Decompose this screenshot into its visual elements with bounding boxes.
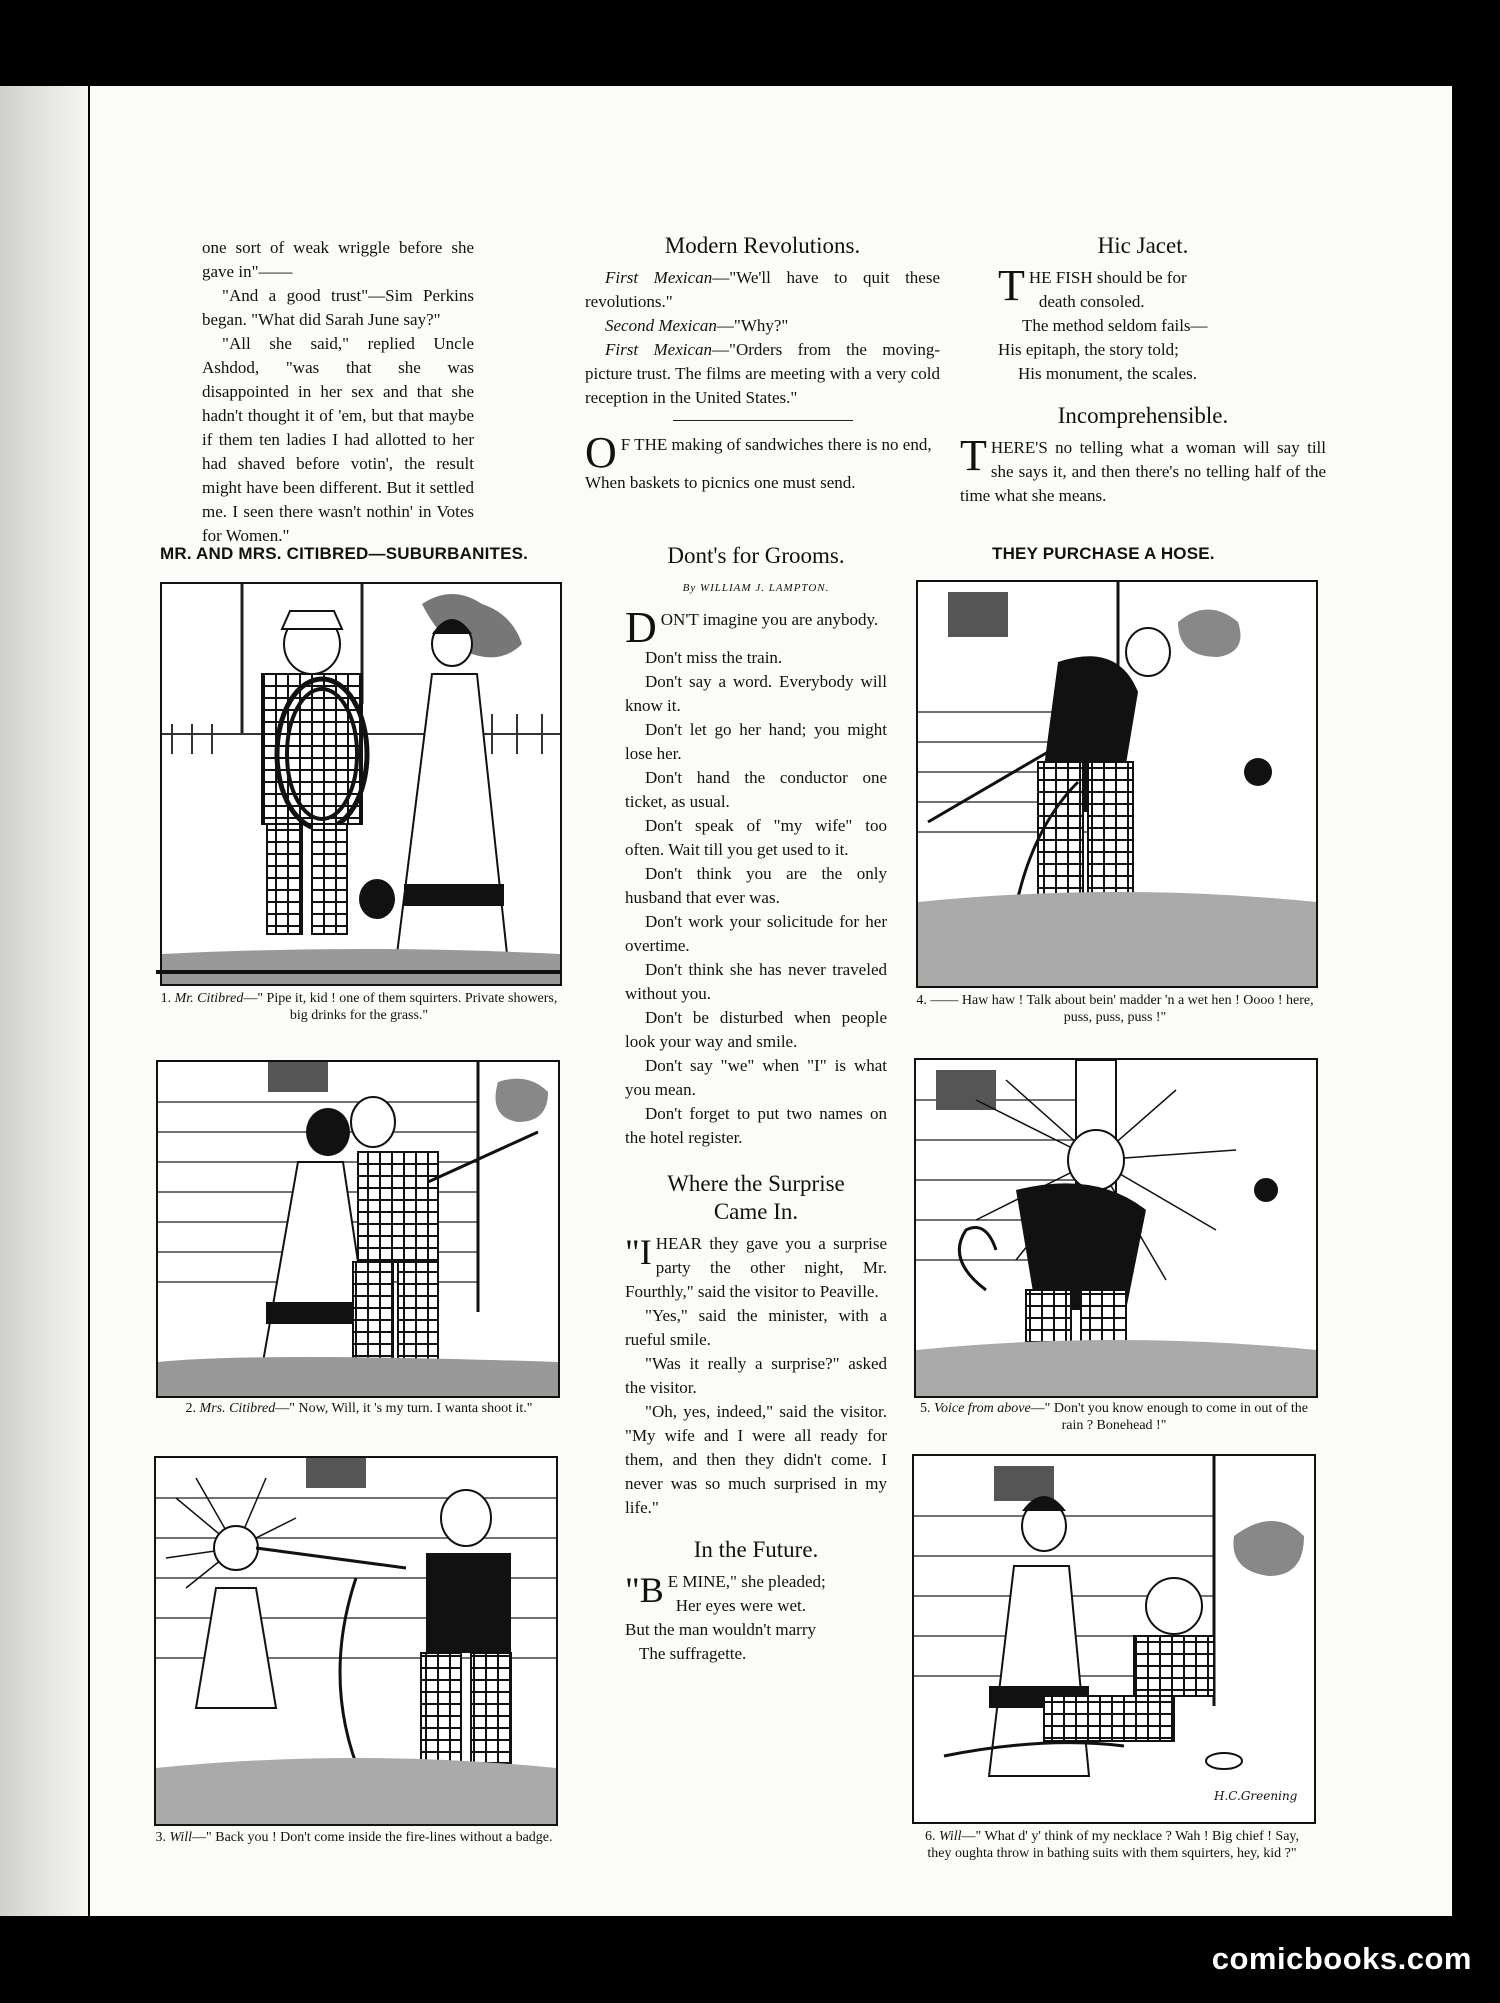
continued-story (202, 236, 474, 548)
caption-text: —" Back you ! Don't come inside the fire-lines without a badge. (192, 1830, 553, 1845)
donts-first: ON'T imagine you are anybody. (660, 610, 879, 629)
drop-cap: "B (625, 1570, 664, 1610)
book-spine (0, 86, 88, 1916)
magazine-page (90, 86, 1452, 1916)
caption-4 (916, 992, 1314, 1026)
modern-revolutions (585, 232, 940, 495)
panel-1-art (162, 584, 560, 984)
caption-number: 2. (185, 1401, 197, 1416)
site-watermark: comicbooks.com (1211, 1941, 1472, 1976)
line: —"We'll have to quit these revolutions." (585, 268, 940, 311)
comic-right-title: THEY PURCHASE A HOSE. (992, 544, 1215, 563)
dont-item: Don't hand the conductor one ticket, as usual. (625, 768, 887, 811)
surprise-para-3: "Was it really a surprise?" asked the visitor. (625, 1354, 887, 1397)
dont-item: Don't work your solicitude for her overtime. (625, 912, 887, 955)
surprise-para-2: "Yes," said the minister, with a rueful smile. (625, 1306, 887, 1349)
caption-number: 1. (160, 991, 172, 1006)
comic-panel-2 (156, 970, 560, 974)
verse-line: HE FISH should be for (1028, 268, 1187, 287)
caption-speaker: Will (169, 1830, 193, 1845)
line: —"Why?" (716, 316, 789, 335)
dont-item: Don't speak of "my wife" too often. Wait till you get used to it. (625, 816, 887, 859)
caption-speaker: Will (938, 1829, 962, 1844)
speaker: First Mexican (605, 340, 713, 359)
verse-line: Her eyes were wet. (675, 1596, 806, 1615)
caption-2 (160, 1400, 558, 1417)
modern-title: Modern Revolutions. (664, 233, 861, 258)
drop-cap: T (998, 261, 1025, 310)
divider (673, 420, 853, 421)
speaker: Second Mexican (605, 316, 717, 335)
drop-cap: O (585, 428, 617, 477)
surprise-title: Where the Surprise Came In. (667, 1171, 845, 1224)
caption-number: 3. (155, 1830, 166, 1845)
comic-panel-4 (916, 580, 1318, 988)
caption-number: 6. (924, 1829, 936, 1844)
future-title: In the Future. (693, 1537, 819, 1562)
verse-line: His epitaph, the story told; (998, 340, 1179, 359)
byline: By WILLIAM J. LAMPTON. (682, 582, 830, 594)
donts-for-grooms (625, 542, 887, 1666)
line: —"Orders from the moving-picture trust. The films are meeting with a very cold reception in the United States." (585, 340, 940, 407)
verse-line: The suffragette. (639, 1644, 747, 1663)
dont-item: Don't think you are the only husband that ever was. (625, 864, 887, 907)
verse-line: E MINE," she pleaded; (667, 1572, 826, 1591)
dont-item: Don't be disturbed when people look your way and smile. (625, 1008, 887, 1051)
comic-panel-2-frame (156, 1060, 560, 1398)
dont-item: Don't think she has never traveled without you. (625, 960, 887, 1003)
comic-panel-5 (914, 1058, 1318, 1398)
drop-cap: D (625, 603, 657, 652)
story-para-2: "And a good trust"—Sim Perkins began. "What did Sarah June say?" (202, 286, 474, 329)
caption-text: —" Don't you know enough to come in out of the rain ? Bonehead !" (1030, 1401, 1308, 1433)
surprise-para-4: "Oh, yes, indeed," said the visitor. "My wife and I were all ready for them, and then they didn't come. I never was so much surprised in my life." (625, 1402, 887, 1517)
verse-line: His monument, the scales. (1018, 364, 1197, 383)
comic-panel-3 (154, 1456, 558, 1826)
caption-5 (914, 1400, 1314, 1434)
dont-item: Don't say a word. Everybody will know it. (625, 672, 887, 715)
dont-item: Don't let go her hand; you might lose her. (625, 720, 887, 763)
hic-jacet (960, 232, 1326, 508)
sandwich-line-1: F THE making of sandwiches there is no end, (620, 435, 932, 454)
sandwich-line-2: When baskets to picnics one must send. (585, 473, 856, 492)
caption-text: —" Now, Will, it 's my turn. I wanta shoot it." (275, 1401, 533, 1416)
surprise-para-1: HEAR they gave you a surprise party the other night, Mr. Fourthly," said the visitor to Peaville. (625, 1234, 887, 1301)
caption-speaker: Mr. Citibred (174, 991, 244, 1006)
caption-1 (160, 990, 558, 1024)
caption-number: 4. (916, 993, 927, 1008)
caption-text: —— Haw haw ! Talk about bein' madder 'n a wet hen ! Oooo ! here, puss, puss, puss !" (930, 993, 1314, 1025)
caption-text: —" What d' y' think of my necklace ? Wah ! Big chief ! Say, they oughta throw in bathing suits with them squirters, hey, kid ?" (927, 1829, 1300, 1861)
caption-3 (154, 1829, 554, 1846)
panel-4-art (918, 582, 1316, 986)
donts-title: Dont's for Grooms. (667, 543, 845, 568)
verse-line: The method seldom fails— (1022, 316, 1208, 335)
story-para-3: "All she said," replied Uncle Ashdod, "was that she was disappointed in her sex and that she hadn't thought it of 'em, but that maybe if them ten ladies I had allotted to her had shaved before votin', the result might have been different. But it settled me. I seen there wasn't nothin' in Votes for Women." (202, 334, 474, 545)
comic-left-title: MR. AND MRS. CITIBRED—SUBURBANITES. (160, 544, 529, 563)
comic-panel-6 (912, 1454, 1316, 1824)
drop-cap: T (960, 431, 987, 480)
comic-panel-1 (160, 582, 562, 986)
speaker: First Mexican (605, 268, 713, 287)
caption-speaker: Mrs. Citibred (199, 1401, 276, 1416)
panel-6-art (914, 1456, 1314, 1822)
verse-line: But the man wouldn't marry (625, 1620, 816, 1639)
incomp-text: HERE'S no telling what a woman will say till she says it, and then there's no telling half of the time what she means. (960, 438, 1326, 505)
dont-item: Don't miss the train. (645, 648, 783, 667)
dont-item: Don't say "we" when "I" is what you mean. (625, 1056, 887, 1099)
caption-number: 5. (919, 1401, 931, 1416)
caption-speaker: Voice from above (933, 1401, 1031, 1416)
panel-3-art (156, 1458, 556, 1824)
story-para-1: one sort of weak wriggle before she gave in"—— (202, 238, 474, 281)
caption-text: —" Pipe it, kid ! one of them squirters. Private showers, big drinks for the grass." (243, 991, 558, 1023)
hic-title: Hic Jacet. (1097, 233, 1189, 258)
incomp-title: Incomprehensible. (1057, 403, 1229, 428)
caption-6 (912, 1828, 1312, 1862)
verse-line: death consoled. (1038, 292, 1145, 311)
panel-5-art (916, 1060, 1316, 1396)
panel-2-art (158, 1062, 558, 1396)
drop-cap: "I (625, 1232, 652, 1272)
dont-item: Don't forget to put two names on the hotel register. (625, 1104, 887, 1147)
artist-signature: H.C.Greening (1214, 1789, 1298, 1803)
